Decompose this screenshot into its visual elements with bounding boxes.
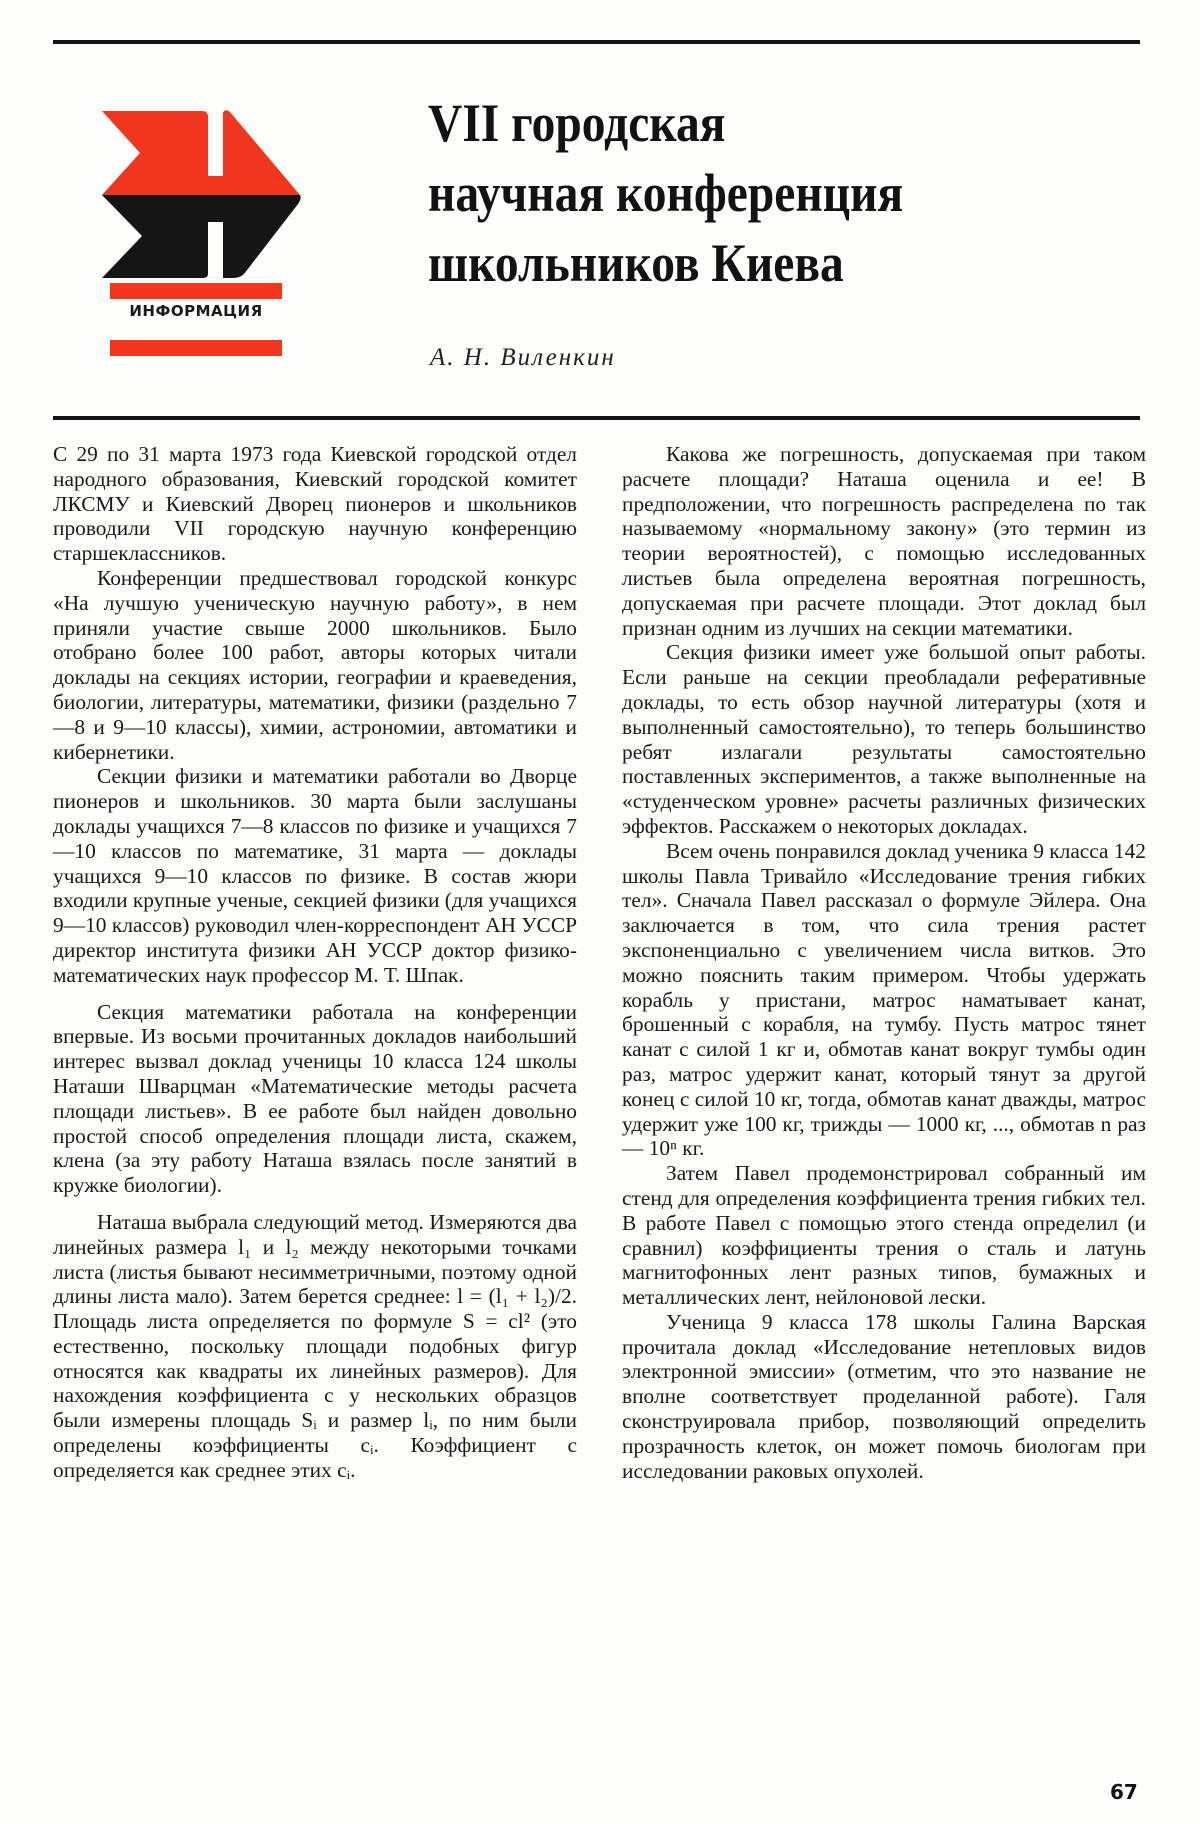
- article-author: А. Н. Виленкин: [430, 344, 616, 371]
- logo-red-half: [102, 110, 300, 195]
- text-column-right: [622, 442, 1146, 1483]
- title-line: школьников Киева: [428, 233, 844, 293]
- paragraph: Всем очень понравился доклад ученика 9 класса 142 школы Павла Тривайло «Исследование трения гибких тел». Сначала Павел рассказал о формуле Эйлера. Она заключается в том, что сила трения растет экспоненциально с увеличением числа витков. Это можно пояснить таким примером. Чтобы удержать корабль у пристани, матрос наматывает канат, брошенный с корабля, на тумбу. Пусть матрос тянет канат с силой 1 кг и, обмотав канат вокруг тумбы один раз, матрос удержит канат, который тянут за другой конец с силой 10 кг, тогда, обмотав канат дважды, матрос удержит уже 100 кг, трижды — 1000 кг, ..., обмотав n раз — 10ⁿ кг.: [622, 838, 1146, 1161]
- logo-red-bar-top: [110, 283, 282, 299]
- section-label: ИНФОРМАЦИЯ: [129, 302, 263, 320]
- paragraph: Какова же погрешность, допускаемая при таком расчете площади? Наташа оценила и ее! В предположении, что погрешность распределена по так называемому «нормальному закону» (это термин из теории вероятностей), с помощью исследованных листьев была определена вероятная погрешность, допускаемая при расчете площади. Этот доклад был признан одним из лучших на секции математики.: [622, 442, 1146, 640]
- paragraph: С 29 по 31 марта 1973 года Киевской городской отдел народного образования, Киевский городской комитет ЛКСМУ и Киевский Дворец пионеров и школьников проводили VII городскую научную конференцию старшеклассников.: [53, 442, 577, 566]
- title-line: научная конференция: [428, 163, 904, 223]
- paragraph: Секция математики работала на конференции впервые. Из восьми прочитанных докладов наибольший интерес вызвал доклад ученицы 10 класса 124 школы Наташи Шварцман «Математические методы расчета площади листьев». В ее работе был найден довольно простой способ определения площади листа, скажем, клена (за эту работу Наташа взялась после занятий в кружке биологии).: [53, 999, 577, 1198]
- text-column-left: [53, 442, 577, 1483]
- header-bottom-rule: [53, 416, 1140, 420]
- information-logo-icon: [102, 108, 302, 358]
- paragraph: Секции физики и математики работали во Дворце пионеров и школьников. 30 марта были заслушаны доклады учащихся 7—8 классов по физике и учащихся 7—10 классов по математике, 31 марта — доклады учащихся 9—10 классов по физике. В состав жюри входили крупные ученые, секцией физики (для учащихся 9—10 классов) руководил член-корреспондент АН УССР директор института физики АН УССР доктор физико-математических наук профессор М. Т. Шпак.: [53, 764, 577, 987]
- top-rule: [53, 40, 1140, 44]
- paragraph: Ученица 9 класса 178 школы Галина Варская прочитала доклад «Исследование нетепловых видов электронной эмиссии» (отметим, что это название не вполне соответствует проделанной работе). Галя сконструировала прибор, позволяющий определить прозрачность клеток, он может помочь биологам при исследовании раковых опухолей.: [622, 1309, 1146, 1483]
- logo-red-bar-bottom: [110, 340, 282, 356]
- logo-black-half: [102, 195, 301, 278]
- paragraph: Наташа выбрала следующий метод. Измеряются два линейных размера l₁ и l₂ между некоторыми точками листа (листья бывают несимметричными, поэтому одной длины листа мало). Затем берется среднее: l = (l₁ + l₂)/2. Площадь листа определяется по формуле S = cl² (это естественно, поскольку площади подобных фигур относятся как квадраты их линейных размеров). Для нахождения коэффициента c у нескольких образцов были измерены площадь Sᵢ и размер lᵢ, по ним были определены коэффициенты cᵢ. Коэффициент c определяется как среднее этих cᵢ.: [53, 1209, 577, 1482]
- paragraph: Конференции предшествовал городской конкурс «На лучшую ученическую научную работу», в нем приняли участие свыше 2000 школьников. Было отобрано более 100 работ, авторы которых читали доклады на секциях истории, географии и краеведения, биологии, литературы, математики, физики (раздельно 7—8 и 9—10 классы), химии, астрономии, автоматики и кибернетики.: [53, 565, 577, 764]
- article-title: [428, 88, 903, 298]
- paragraph: Затем Павел продемонстрировал собранный им стенд для определения коэффициента трения гибких тел. В работе Павел с помощью этого стенда определил (и сравнил) коэффициенты трения о сталь и латунь магнитофонных лент разных типов, бумажных и металлических лент, нейлоновой лески.: [622, 1161, 1146, 1310]
- title-line: VII городская: [428, 93, 726, 153]
- page-number: 67: [1110, 1780, 1138, 1804]
- paragraph: Секция физики имеет уже большой опыт работы. Если раньше на секции преобладали реферативные доклады, то есть обзор научной литературы (хотя и выполненный самостоятельно), то теперь большинство ребят излагали результаты самостоятельно поставленных экспериментов, а также выполненные на «студенческом уровне» расчеты различных физических эффектов. Расскажем о некоторых докладах.: [622, 640, 1146, 838]
